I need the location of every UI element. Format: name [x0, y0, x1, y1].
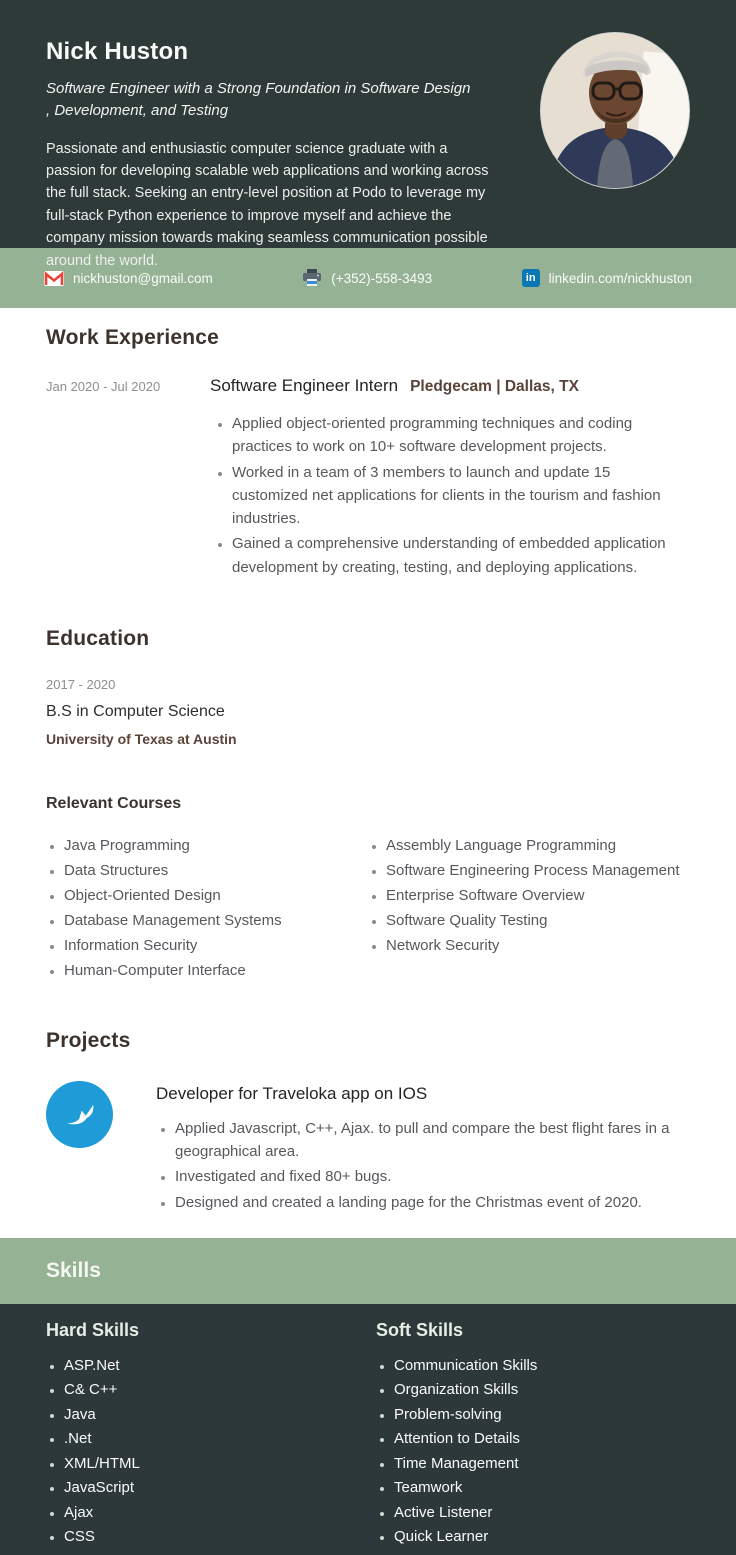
hard-skill-item: • C& C++	[64, 1379, 376, 1402]
profile-photo-illustration	[541, 33, 689, 188]
hard-skills-heading: Hard Skills	[46, 1319, 140, 1340]
course-item: • Object-Oriented Design	[64, 885, 368, 908]
hard-skill-item: • Ajax	[64, 1502, 376, 1525]
courses-left-column	[46, 835, 368, 985]
project-title: Developer for Traveloka app on IOS	[156, 1083, 428, 1103]
soft-skill-item: • Time Management	[394, 1453, 537, 1476]
education-dates: 2017 - 2020	[46, 676, 116, 692]
project-bullet: • Designed and created a landing page for the Christmas event of 2020.	[175, 1191, 690, 1214]
education-degree: B.S in Computer Science	[46, 702, 225, 720]
hard-skill-item: • CSS	[64, 1526, 376, 1549]
job-bullet: • Gained a comprehensive understanding of embedded application development by creating, testing, and deploying applications.	[232, 532, 690, 579]
skills-banner	[0, 1238, 736, 1304]
job-entry	[46, 376, 690, 581]
education-school: University of Texas at Austin	[46, 730, 237, 747]
job-bullet: • Applied object-oriented programming techniques and coding practices to work on 10+ software development projects.	[232, 412, 690, 459]
soft-skills-column	[376, 1320, 537, 1555]
course-item: • Software Quality Testing	[386, 910, 690, 933]
avatar	[540, 32, 690, 189]
soft-skill-item: • Communication Skills	[394, 1355, 537, 1378]
resume-body	[0, 308, 736, 1216]
traveloka-bird-icon	[46, 1081, 113, 1148]
work-experience-heading: Work Experience	[46, 326, 220, 349]
soft-skill-item: • Attention to Details	[394, 1428, 537, 1451]
linkedin-icon: in	[522, 269, 540, 287]
contact-linkedin-text: linkedin.com/nickhuston	[548, 270, 692, 286]
projects-heading: Projects	[46, 1028, 131, 1052]
job-company-location: Pledgecam | Dallas, TX	[410, 378, 579, 395]
course-item: • Enterprise Software Overview	[386, 885, 690, 908]
job-dates: Jan 2020 - Jul 2020	[46, 379, 161, 394]
project-entry	[46, 1081, 690, 1216]
course-item: • Java Programming	[64, 835, 368, 858]
contact-phone-text: (+352)-558-3493	[331, 270, 433, 286]
hard-skill-item: • .Net	[64, 1428, 376, 1451]
courses-right-column	[368, 835, 690, 985]
relevant-courses-section	[46, 795, 690, 985]
course-item: • Information Security	[64, 935, 368, 958]
hard-skill-item: • XML/HTML	[64, 1453, 376, 1476]
skills-footer	[0, 1304, 736, 1555]
relevant-courses-heading: Relevant Courses	[46, 794, 182, 812]
soft-skill-item: • Problem-solving	[394, 1404, 537, 1427]
projects-section	[46, 1029, 690, 1216]
summary-paragraph: Passionate and enthusiastic computer science graduate with a passion for developing scalable web applications and working across the full stack. Seeking an entry-level position at Podo to leverage my full-stack Python experience to improve myself and achieve the company mission towards making seamless communication possible around the world.	[46, 140, 489, 269]
course-item: • Database Management Systems	[64, 910, 368, 933]
education-heading: Education	[46, 626, 150, 650]
job-bullet: • Worked in a team of 3 members to launch and update 15 customized net applications for clients in the tourism and fashion industries.	[232, 461, 690, 531]
skills-heading: Skills	[46, 1258, 101, 1282]
course-item: • Data Structures	[64, 860, 368, 883]
hard-skill-item: • Java	[64, 1404, 376, 1427]
course-item: • Network Security	[386, 935, 690, 958]
soft-skill-item: • Active Listener	[394, 1502, 537, 1525]
project-bullet: • Applied Javascript, C++, Ajax. to pull and compare the best flight fares in a geographical area.	[175, 1117, 690, 1164]
project-bullet: • Investigated and fixed 80+ bugs.	[175, 1165, 690, 1188]
soft-skill-item: • Quick Learner	[394, 1526, 537, 1549]
person-name: Nick Huston	[46, 38, 189, 65]
hard-skill-item: • ASP.Net	[64, 1355, 376, 1378]
job-title: Software Engineer Intern	[210, 376, 399, 395]
contact-email-text: nickhuston@gmail.com	[73, 270, 213, 286]
education-section	[46, 627, 690, 747]
job-bullet-list	[210, 412, 690, 579]
hard-skills-column	[46, 1320, 376, 1555]
headline: Software Engineer with a Strong Foundation in Software Design , Development, and Testing	[46, 80, 471, 119]
course-item: • Human-Computer Interface	[64, 960, 368, 983]
project-bullet-list	[156, 1117, 690, 1214]
course-item: • Assembly Language Programming	[386, 835, 690, 858]
soft-skills-heading: Soft Skills	[376, 1319, 464, 1340]
hard-skill-item: • JavaScript	[64, 1477, 376, 1500]
course-item: • Software Engineering Process Management	[386, 860, 690, 883]
soft-skill-item: • Teamwork	[394, 1477, 537, 1500]
contact-linkedin[interactable]	[522, 269, 692, 287]
soft-skill-item: • Organization Skills	[394, 1379, 537, 1402]
resume-header	[0, 0, 736, 269]
